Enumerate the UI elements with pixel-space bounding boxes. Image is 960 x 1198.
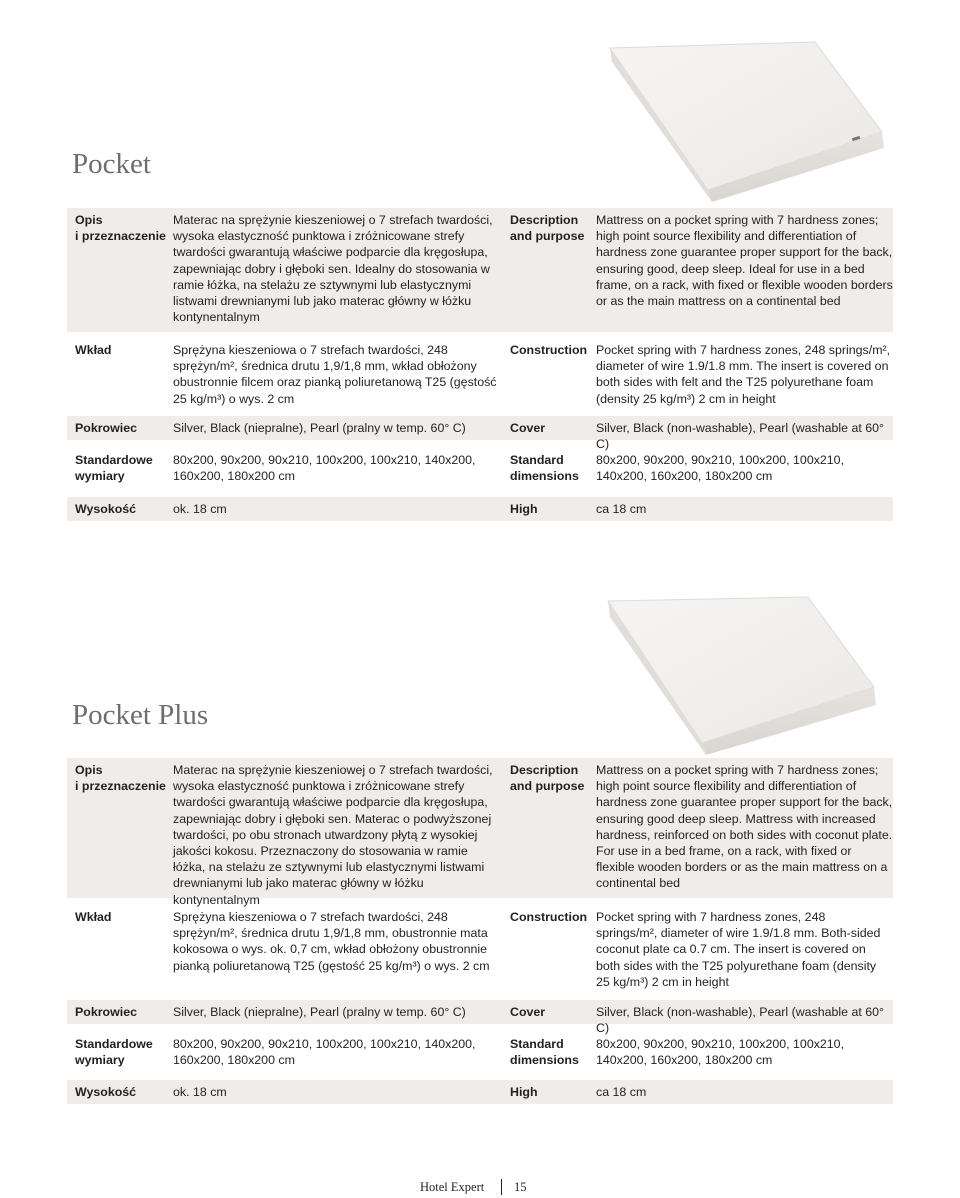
en-text: Mattress on a pocket spring with 7 hardness zones; high point source flexibility and differentiation of hardness zone guarantee proper support for the back, ensuring good deep sleep. Mattress with increased hardness, reinforced on both sides with coconut plate. For use in a bed frame, on a rack, with fixed or flexible wooden borders or as the main mattress on a continental bed <box>596 763 893 891</box>
en-label: Cover <box>510 1005 546 1019</box>
mattress-image <box>590 595 880 755</box>
pl-text: Silver, Black (niepralne), Pearl (pralny w temp. 60° C) <box>173 421 466 435</box>
en-text: ca 18 cm <box>596 1085 647 1099</box>
pl-text: ok. 18 cm <box>173 1085 227 1099</box>
spec-row-cover <box>67 1000 893 1036</box>
spec-row-cover <box>67 416 893 452</box>
page-number: 15 <box>514 1180 527 1194</box>
product-title: Pocket <box>72 148 151 180</box>
footer-brand: Hotel Expert <box>420 1180 485 1194</box>
pl-text: Sprężyna kieszeniowa o 7 strefach twardości, 248 sprężyn/m², średnica drutu 1,9/1,8 mm, obustronnie mata kokosowa o wys. ok. 0,7 cm, wkład obłożony obustronnie pianką poliuretanową T25 (gęstość 25 kg/m³) o wys. 2 cm <box>173 910 490 973</box>
spec-row-description <box>67 758 893 907</box>
pl-label: Pokrowiec <box>75 1005 137 1019</box>
pl-label: Pokrowiec <box>75 421 137 435</box>
en-label: High <box>510 502 538 516</box>
en-text: Mattress on a pocket spring with 7 hardness zones; high point source flexibility and differentiation of hardness zone guarantee proper support for the back, ensuring good, deep sleep. Ideal for use in a bed frame, on a rack, with fixed or flexible wooden borders or as the main mattress on a continental bed <box>596 213 893 309</box>
spec-row-description <box>67 208 893 332</box>
pl-text: Materac na sprężynie kieszeniowej o 7 strefach twardości, wysoka elastyczność punktowa i zróżnicowane strefy twardości gwarantują właściwe podparcie dla kręgosłupa, zapewniając dobry i głęboki sen. Materac o podwyższonej twardości, po obu stronach utwardzony płytą z wysokiej jakości kokosu. Przeznaczony do stosowania w ramie łóżka, na stelażu ze sztywnymi lub elastycznymi listwami drewnianymi lub jako materac główny w łóżku kontynentalnym <box>173 763 493 907</box>
pl-text: Materac na sprężynie kieszeniowej o 7 strefach twardości, wysoka elastyczność punktowa i zróżnicowane strefy twardości gwarantują właściwe podparcie dla kręgosłupa, zapewniając dobry i głęboki sen. Idealny do stosowania w ramie łóżka, na stelażu ze sztywnymi lub elastycznymi listwami drewnianymi lub jako materac główny w łóżku kontynentalnym <box>173 213 493 325</box>
en-label: Standard dimensions <box>510 1037 579 1068</box>
pl-label: Wysokość <box>75 502 137 516</box>
spec-row-construction <box>67 905 893 995</box>
en-label: Description and purpose <box>510 763 585 794</box>
spec-row-height <box>67 497 893 521</box>
pl-label: Standardowe wymiary <box>75 1037 153 1068</box>
spec-row-height <box>67 1080 893 1104</box>
pl-label: Opis i przeznaczenie <box>75 763 166 794</box>
pl-label: Opis i przeznaczenie <box>75 213 166 244</box>
pl-text: Silver, Black (niepralne), Pearl (pralny w temp. 60° C) <box>173 1005 466 1019</box>
pl-label: Wkład <box>75 910 112 924</box>
pl-label: Wysokość <box>75 1085 137 1099</box>
pl-text: 80x200, 90x200, 90x210, 100x200, 100x210, 140x200, 160x200, 180x200 cm <box>173 1037 476 1068</box>
en-label: Construction <box>510 343 588 357</box>
mattress-image <box>590 40 890 202</box>
pl-text: ok. 18 cm <box>173 502 227 516</box>
en-label: Standard dimensions <box>510 453 579 484</box>
product-section-pocket-plus <box>0 560 960 1120</box>
footer-divider <box>501 1179 502 1195</box>
product-title: Pocket Plus <box>72 699 209 731</box>
pl-text: 80x200, 90x200, 90x210, 100x200, 100x210, 140x200, 160x200, 180x200 cm <box>173 453 476 484</box>
pl-label: Standardowe wymiary <box>75 453 153 484</box>
en-text: Pocket spring with 7 hardness zones, 248 springs/m², diameter of wire 1.9/1.8 mm. Both-sided coconut plate ca 0.7 cm. The insert is covered on both sides with the T25 polyurethane foam (density 25 kg/m³) 2 cm in height <box>596 910 881 989</box>
spec-row-dimensions <box>67 448 893 488</box>
en-label: High <box>510 1085 538 1099</box>
en-text: 80x200, 90x200, 90x210, 100x200, 100x210, 140x200, 160x200, 180x200 cm <box>596 1037 845 1068</box>
en-label: Cover <box>510 421 546 435</box>
en-label: Construction <box>510 910 588 924</box>
en-text: Silver, Black (non-washable), Pearl (washable at 60° C) <box>596 421 885 452</box>
en-text: Pocket spring with 7 hardness zones, 248 springs/m², diameter of wire 1.9/1.8 mm. The insert is covered on both sides with felt and the T25 polyurethane foam (density 25 kg/m³) 2 cm in height <box>596 343 891 406</box>
product-section-pocket <box>0 0 960 560</box>
en-text: 80x200, 90x200, 90x210, 100x200, 100x210, 140x200, 160x200, 180x200 cm <box>596 453 845 484</box>
en-text: ca 18 cm <box>596 502 647 516</box>
spec-row-dimensions <box>67 1032 893 1072</box>
pl-label: Wkład <box>75 343 112 357</box>
spec-row-construction <box>67 338 893 410</box>
pl-text: Sprężyna kieszeniowa o 7 strefach twardości, 248 sprężyn/m², średnica drutu 1,9/1,8 mm, wkład obłożony obustronnie filcem oraz pianką poliuretanową T25 (gęstość 25 kg/m³) o wys. 2 cm <box>173 343 497 406</box>
en-text: Silver, Black (non-washable), Pearl (washable at 60° C) <box>596 1005 885 1036</box>
en-label: Description and purpose <box>510 213 585 244</box>
